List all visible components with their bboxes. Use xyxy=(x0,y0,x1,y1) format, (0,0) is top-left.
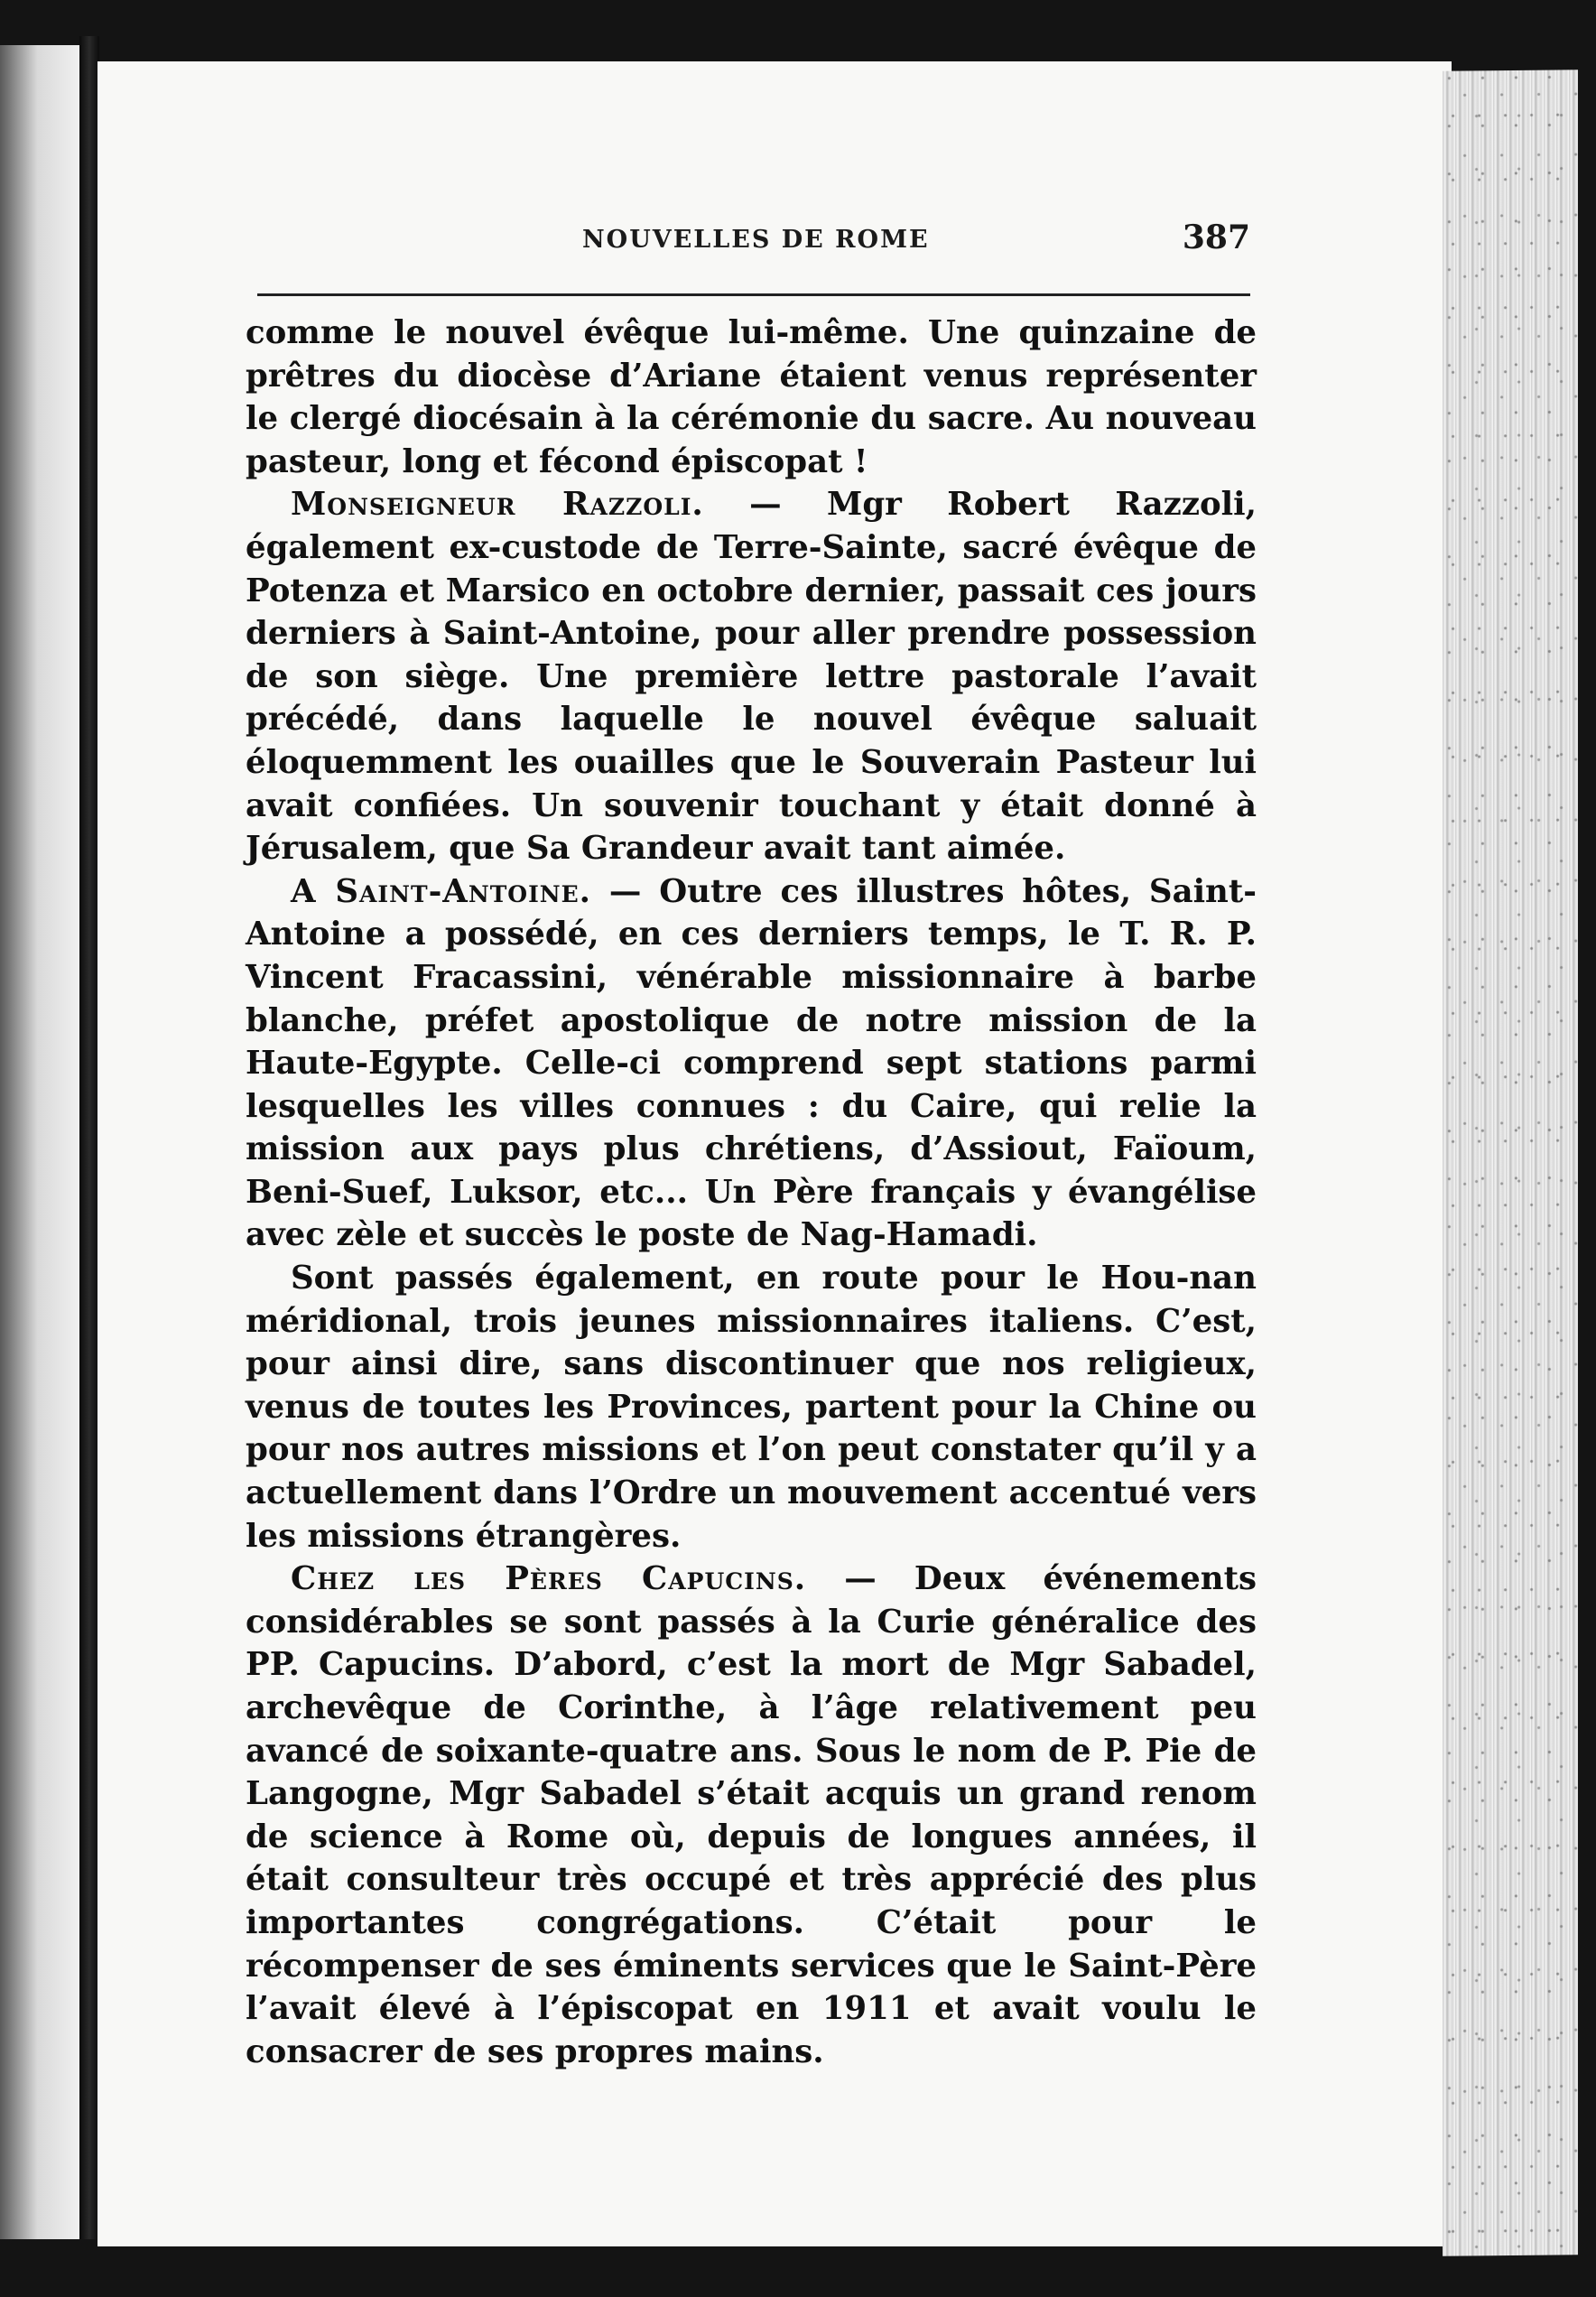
section-heading-capucins: Chez les Pères Capucins. xyxy=(291,1560,807,1598)
paragraph-4: Sont passés également, en route pour le Hou-nan méridional, trois jeunes missionnaires italiens. C’est, pour ainsi dire, sans discontinuer que nos religieux, venus de toutes les Provinces, partent pour la Chine ou pour nos autres missions et l’on peut constater qu’il y a actuellement dans l’Ordre un mouvement accentué vers les missions étrangères. xyxy=(246,1260,1257,1555)
body-text xyxy=(246,312,1257,2073)
header-rule xyxy=(257,293,1250,296)
book-gutter xyxy=(79,36,99,2239)
page-number: 387 xyxy=(1182,219,1250,256)
paragraph-5-text: — Deux événements considérables se sont passés à la Curie généralice des PP. Capucins. D’abord, c’est la mort de Mgr Sabadel, archevêque de Corinthe, à l’âge relativement peu avancé de soixante-quatre ans. Sous le nom de P. Pie de Langogne, Mgr Sabadel s’était acquis un grand renom de science à Rome où, depuis de longues années, il était consulteur très occupé et très apprécié des plus importantes congrégations. C’était pour le récompenser de ses éminents services que le Saint-Père l’avait élevé à l’épiscopat en 1911 et avait voulu le consacrer de ses propres mains. xyxy=(246,1560,1257,2070)
paragraph-1: comme le nouvel évêque lui-même. Une quinzaine de prêtres du diocèse d’Ariane étaient venus représenter le clergé diocésain à la cérémonie du sacre. Au nouveau pasteur, long et fécond épiscopat ! xyxy=(246,314,1257,480)
page-header xyxy=(257,219,1250,276)
section-heading-razzoli: Monseigneur Razzoli. xyxy=(291,486,704,524)
paragraph-3-text: — Outre ces illustres hôtes, Saint-Antoine a possédé, en ces derniers temps, le T. R. P. Vincent Fracassini, vénérable missionnaire à barbe blanche, préfet apostolique de notre mission de la Haute-Egypte. Celle-ci comprend sept stations parmi lesquelles les villes connues : du Caire, qui relie la mission aux pays plus chrétiens, d’Assiout, Faïoum, Beni-Suef, Luksor, etc... Un Père français y évangélise avec zèle et succès le poste de Nag-Hamadi. xyxy=(246,872,1257,1254)
page-block-edges xyxy=(1443,70,1578,2256)
paragraph-3 xyxy=(246,870,1257,1257)
section-heading-saint-antoine: A Saint-Antoine. xyxy=(291,872,592,910)
facing-page-edge xyxy=(0,45,83,2239)
paragraph-2-text: — Mgr Robert Razzoli, également ex-custode de Terre-Sainte, sacré évêque de Potenza et Marsico en octobre dernier, passait ces jours derniers à Saint-Antoine, pour aller prendre possession de son siège. Une première lettre pastorale l’avait précédé, dans laquelle le nouvel évêque saluait éloquemment les ouailles que le Souverain Pasteur lui avait confiées. Un souvenir touchant y était donné à Jérusalem, que Sa Grandeur avait tant aimée. xyxy=(246,486,1257,868)
running-head: NOUVELLES DE ROME xyxy=(582,226,930,254)
paragraph-5 xyxy=(246,1558,1257,2073)
paragraph-2 xyxy=(246,483,1257,870)
